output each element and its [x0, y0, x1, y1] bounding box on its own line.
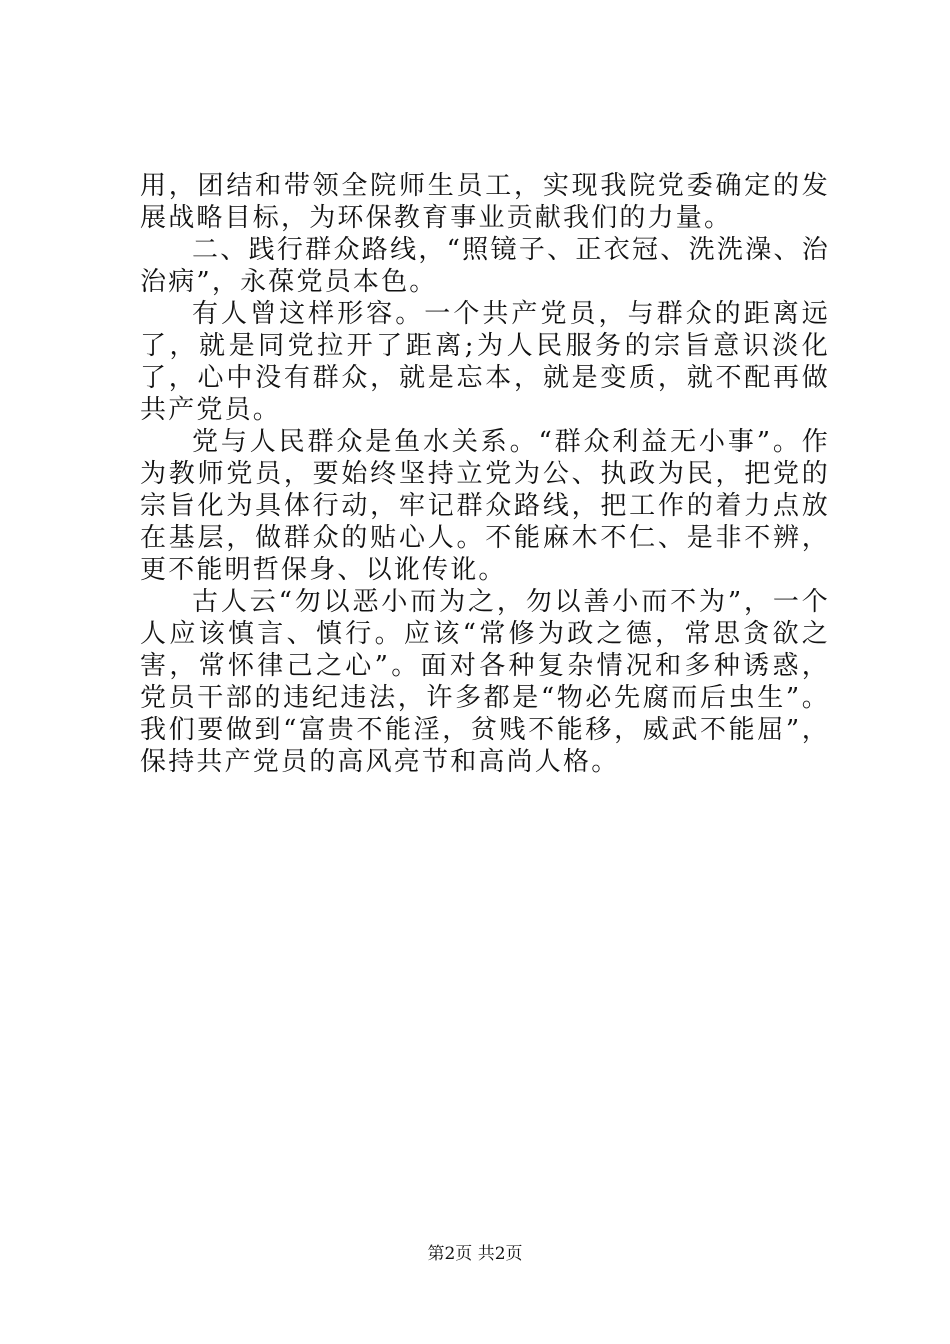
section-heading-two: 二、践行群众路线，“照镜子、正衣冠、洗洗澡、治治病”，永葆党员本色。 [140, 235, 830, 297]
paragraph: 古人云“勿以恶小而为之，勿以善小而不为”，一个人应该慎言、慎行。应该“常修为政之德，常思贪欲之害，常怀律己之心”。面对各种复杂情况和多种诱惑，党员干部的违纪违法，许多都是“物必先腐而后虫生”。我们要做到“富贵不能淫，贫贱不能移，威武不能屈”，保持共产党员的高风亮节和高尚人格。 [140, 587, 830, 777]
paragraph-continuation: 用，团结和带领全院师生员工，实现我院党委确定的发展战略目标，为环保教育事业贡献我们的力量。 [140, 171, 830, 233]
page-number-footer: 第2页 共2页 [427, 1244, 523, 1264]
paragraph: 党与人民群众是鱼水关系。“群众利益无小事”。作为教师党员，要始终坚持立党为公、执政为民，把党的宗旨化为具体行动，牢记群众路线，把工作的着力点放在基层，做群众的贴心人。不能麻木不仁、是非不辨，更不能明哲保身、以讹传讹。 [140, 427, 830, 585]
paragraph: 有人曾这样形容。一个共产党员，与群众的距离远了，就是同党拉开了距离;为人民服务的宗旨意识淡化了，心中没有群众，就是忘本，就是变质，就不配再做共产党员。 [140, 299, 830, 425]
document-body [140, 170, 830, 778]
